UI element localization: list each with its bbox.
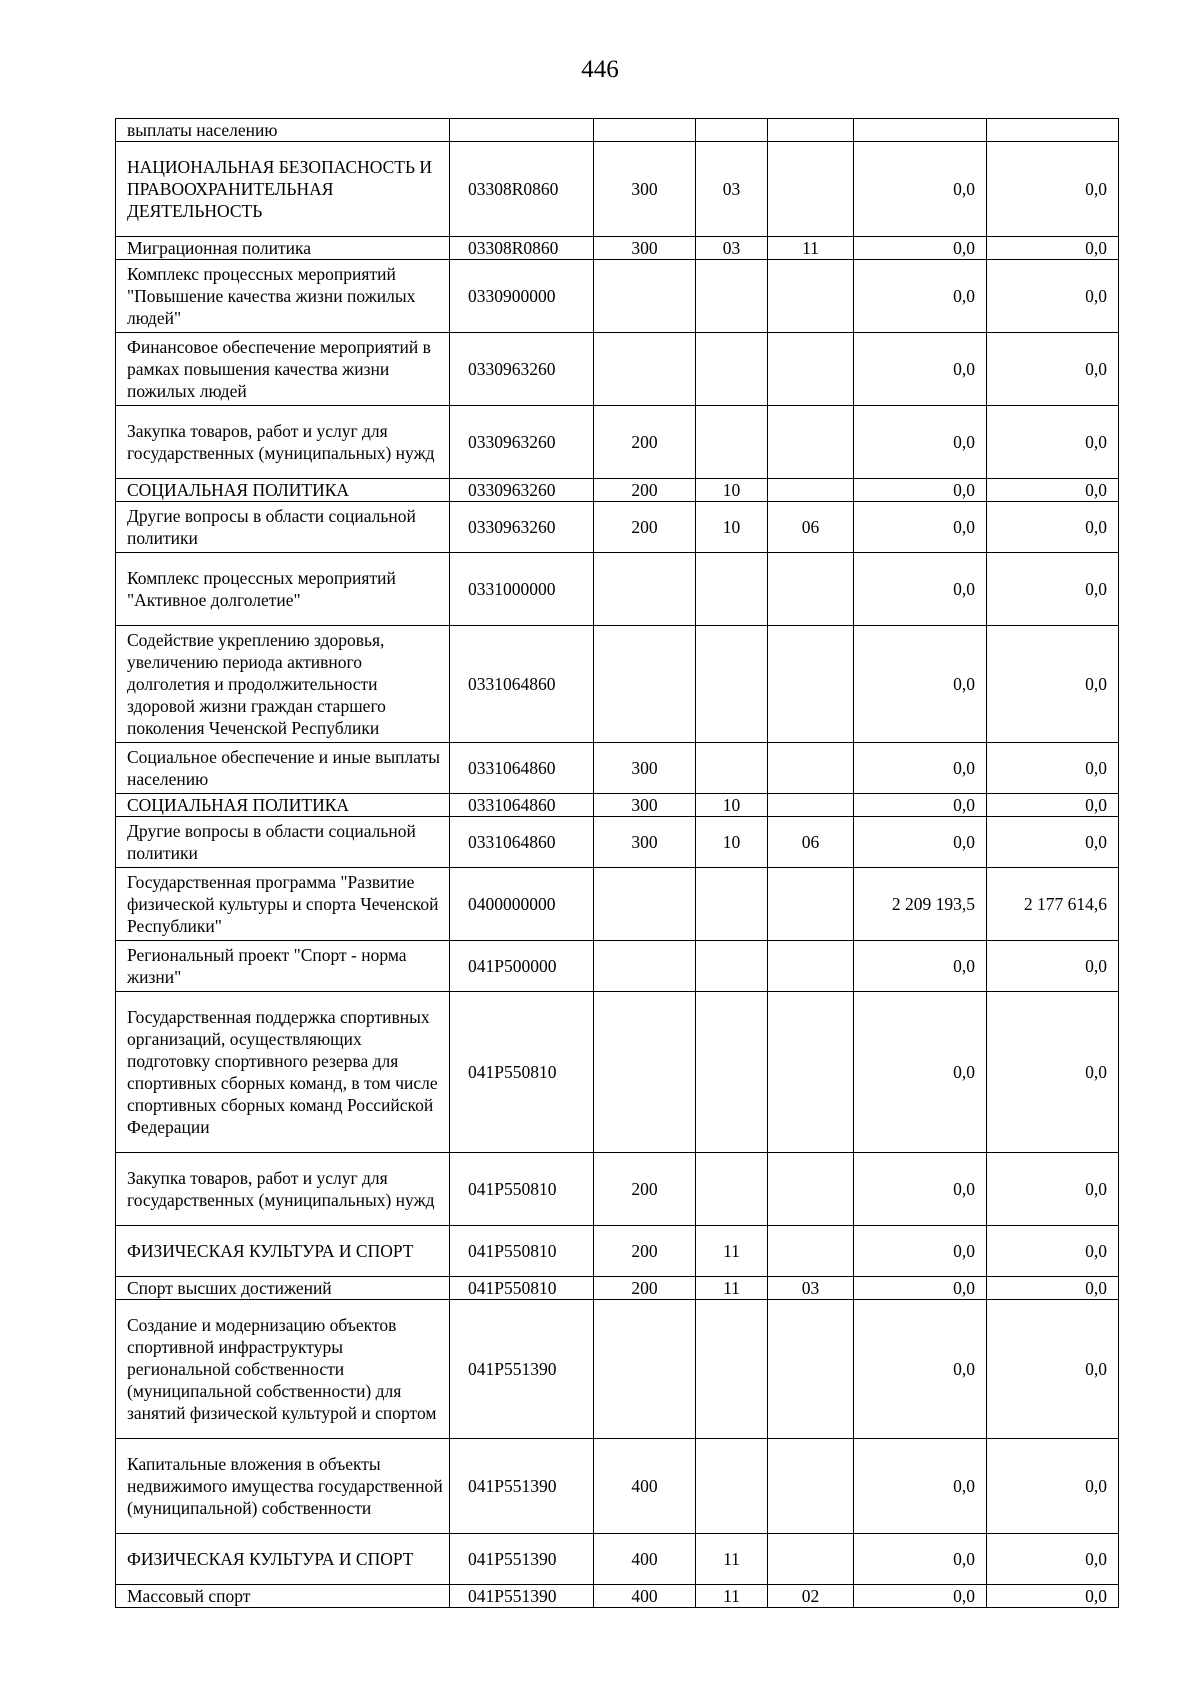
table-row [116,237,1119,260]
row-amount-2: 0,0 [987,1439,1119,1534]
table-row [116,817,1119,868]
row-pr-code [768,1226,854,1277]
row-amount-1: 0,0 [854,1226,987,1277]
row-amount-2: 0,0 [987,237,1119,260]
row-pr-code [768,1153,854,1226]
row-rz-code: 11 [696,1585,768,1608]
row-amount-2: 0,0 [987,1153,1119,1226]
row-name: Создание и модернизацию объектов спортивной инфраструктуры региональной собственности (муниципальной собственности) для занятий физической культурой и спортом [116,1300,450,1439]
row-rz-code [696,941,768,992]
table-row [116,553,1119,626]
row-rz-code: 11 [696,1226,768,1277]
row-name: СОЦИАЛЬНАЯ ПОЛИТИКА [116,479,450,502]
row-amount-2: 0,0 [987,1226,1119,1277]
table-body [116,119,1119,1608]
row-csr-code: 0331064860 [450,794,594,817]
row-name: Государственная программа "Развитие физической культуры и спорта Чеченской Республики" [116,868,450,941]
row-amount-1: 0,0 [854,1439,987,1534]
row-name: Капитальные вложения в объекты недвижимого имущества государственной (муниципальной) собственности [116,1439,450,1534]
row-csr-code: 041P550810 [450,1277,594,1300]
row-amount-1 [854,119,987,142]
table-row [116,626,1119,743]
row-amount-2: 0,0 [987,1277,1119,1300]
row-amount-1: 0,0 [854,1585,987,1608]
row-vr-code: 200 [594,406,696,479]
row-vr-code: 400 [594,1534,696,1585]
row-rz-code: 10 [696,794,768,817]
row-amount-2: 0,0 [987,553,1119,626]
row-csr-code: 0330900000 [450,260,594,333]
row-amount-1: 2 209 193,5 [854,868,987,941]
table-row [116,406,1119,479]
row-amount-2: 0,0 [987,941,1119,992]
row-amount-1: 0,0 [854,941,987,992]
row-pr-code: 11 [768,237,854,260]
row-vr-code: 400 [594,1585,696,1608]
row-amount-2: 0,0 [987,743,1119,794]
row-amount-2: 0,0 [987,260,1119,333]
row-pr-code [768,941,854,992]
table-row [116,1153,1119,1226]
row-amount-2: 0,0 [987,479,1119,502]
row-rz-code [696,260,768,333]
row-csr-code: 0331064860 [450,626,594,743]
row-csr-code: 0330963260 [450,502,594,553]
row-vr-code [594,553,696,626]
row-vr-code: 200 [594,479,696,502]
row-csr-code: 03308R0860 [450,237,594,260]
table-row [116,502,1119,553]
row-pr-code [768,794,854,817]
table-row [116,142,1119,237]
row-vr-code [594,1300,696,1439]
row-name: выплаты населению [116,119,450,142]
row-amount-1: 0,0 [854,333,987,406]
row-vr-code [594,260,696,333]
row-name: Спорт высших достижений [116,1277,450,1300]
row-amount-2 [987,119,1119,142]
row-amount-1: 0,0 [854,142,987,237]
row-amount-1: 0,0 [854,743,987,794]
table-row [116,1277,1119,1300]
row-pr-code [768,626,854,743]
row-vr-code: 400 [594,1439,696,1534]
row-csr-code: 0330963260 [450,479,594,502]
row-csr-code: 0400000000 [450,868,594,941]
row-amount-2: 0,0 [987,817,1119,868]
row-amount-1: 0,0 [854,1300,987,1439]
row-amount-1: 0,0 [854,237,987,260]
row-pr-code [768,333,854,406]
row-name: Региональный проект "Спорт - норма жизни" [116,941,450,992]
row-csr-code [450,119,594,142]
row-name: Другие вопросы в области социальной политики [116,817,450,868]
row-vr-code [594,941,696,992]
row-amount-1: 0,0 [854,1153,987,1226]
row-rz-code [696,626,768,743]
row-rz-code: 11 [696,1277,768,1300]
row-rz-code [696,333,768,406]
row-pr-code [768,119,854,142]
row-name: Закупка товаров, работ и услуг для государственных (муниципальных) нужд [116,1153,450,1226]
row-csr-code: 0331000000 [450,553,594,626]
row-pr-code: 02 [768,1585,854,1608]
row-pr-code: 06 [768,817,854,868]
row-amount-2: 0,0 [987,794,1119,817]
row-amount-2: 0,0 [987,333,1119,406]
row-name: Массовый спорт [116,1585,450,1608]
row-vr-code [594,868,696,941]
row-csr-code: 0330963260 [450,333,594,406]
row-vr-code [594,333,696,406]
row-vr-code: 200 [594,1226,696,1277]
row-amount-2: 0,0 [987,626,1119,743]
table-row [116,479,1119,502]
row-rz-code [696,553,768,626]
row-rz-code [696,743,768,794]
table-row [116,1534,1119,1585]
row-pr-code [768,406,854,479]
row-name: Государственная поддержка спортивных организаций, осуществляющих подготовку спортивного резерва для спортивных сборных команд, в том числе спортивных сборных команд Российской Федерации [116,992,450,1153]
row-amount-2: 0,0 [987,142,1119,237]
row-amount-2: 2 177 614,6 [987,868,1119,941]
row-pr-code [768,868,854,941]
row-vr-code [594,626,696,743]
row-amount-1: 0,0 [854,794,987,817]
row-amount-1: 0,0 [854,626,987,743]
row-rz-code: 11 [696,1534,768,1585]
row-rz-code: 10 [696,817,768,868]
row-name: СОЦИАЛЬНАЯ ПОЛИТИКА [116,794,450,817]
row-name: Закупка товаров, работ и услуг для государственных (муниципальных) нужд [116,406,450,479]
row-csr-code: 041P500000 [450,941,594,992]
table-row [116,260,1119,333]
row-vr-code: 300 [594,794,696,817]
row-amount-2: 0,0 [987,1585,1119,1608]
row-csr-code: 0330963260 [450,406,594,479]
table-row [116,1439,1119,1534]
table-row [116,333,1119,406]
row-amount-2: 0,0 [987,1300,1119,1439]
row-vr-code [594,119,696,142]
row-rz-code: 10 [696,502,768,553]
row-csr-code: 041P550810 [450,1153,594,1226]
row-pr-code [768,260,854,333]
row-rz-code [696,119,768,142]
row-amount-2: 0,0 [987,992,1119,1153]
row-amount-1: 0,0 [854,260,987,333]
row-amount-1: 0,0 [854,1277,987,1300]
budget-table [115,118,1119,1608]
row-amount-1: 0,0 [854,479,987,502]
row-name: Комплекс процессных мероприятий "Активное долголетие" [116,553,450,626]
row-csr-code: 041P551390 [450,1534,594,1585]
table-row [116,992,1119,1153]
row-vr-code: 300 [594,142,696,237]
row-pr-code: 06 [768,502,854,553]
row-vr-code: 200 [594,1277,696,1300]
row-rz-code: 03 [696,237,768,260]
row-rz-code [696,1439,768,1534]
row-vr-code: 300 [594,237,696,260]
row-csr-code: 0331064860 [450,743,594,794]
row-csr-code: 03308R0860 [450,142,594,237]
row-amount-1: 0,0 [854,817,987,868]
row-csr-code: 041P551390 [450,1300,594,1439]
row-rz-code [696,1300,768,1439]
page-number: 446 [581,56,619,83]
row-name: Другие вопросы в области социальной политики [116,502,450,553]
row-amount-2: 0,0 [987,502,1119,553]
table-row [116,743,1119,794]
row-pr-code [768,142,854,237]
row-csr-code: 041P550810 [450,1226,594,1277]
row-name: ФИЗИЧЕСКАЯ КУЛЬТУРА И СПОРТ [116,1534,450,1585]
row-amount-1: 0,0 [854,992,987,1153]
row-amount-2: 0,0 [987,406,1119,479]
row-pr-code [768,1439,854,1534]
row-name: Комплекс процессных мероприятий "Повышение качества жизни пожилых людей" [116,260,450,333]
row-vr-code: 300 [594,743,696,794]
table-row [116,1585,1119,1608]
row-pr-code [768,1534,854,1585]
table-row [116,868,1119,941]
row-pr-code [768,479,854,502]
row-pr-code [768,992,854,1153]
row-csr-code: 041P551390 [450,1585,594,1608]
row-name: ФИЗИЧЕСКАЯ КУЛЬТУРА И СПОРТ [116,1226,450,1277]
row-vr-code: 300 [594,817,696,868]
row-rz-code: 10 [696,479,768,502]
row-rz-code [696,868,768,941]
row-pr-code [768,1300,854,1439]
table-row [116,941,1119,992]
row-pr-code [768,553,854,626]
row-pr-code: 03 [768,1277,854,1300]
row-csr-code: 041P550810 [450,992,594,1153]
row-name: Финансовое обеспечение мероприятий в рамках повышения качества жизни пожилых людей [116,333,450,406]
row-rz-code [696,1153,768,1226]
row-amount-1: 0,0 [854,406,987,479]
row-amount-2: 0,0 [987,1534,1119,1585]
row-name: Миграционная политика [116,237,450,260]
row-csr-code: 0331064860 [450,817,594,868]
row-amount-1: 0,0 [854,502,987,553]
row-vr-code [594,992,696,1153]
table-row [116,794,1119,817]
row-rz-code [696,406,768,479]
table-row [116,1226,1119,1277]
row-rz-code [696,992,768,1153]
table-row [116,1300,1119,1439]
row-name: Содействие укреплению здоровья, увеличению периода активного долголетия и продолжительности здоровой жизни граждан старшего поколения Чеченской Республики [116,626,450,743]
row-name: НАЦИОНАЛЬНАЯ БЕЗОПАСНОСТЬ И ПРАВООХРАНИТЕЛЬНАЯ ДЕЯТЕЛЬНОСТЬ [116,142,450,237]
row-name: Социальное обеспечение и иные выплаты населению [116,743,450,794]
table-row [116,119,1119,142]
row-amount-1: 0,0 [854,1534,987,1585]
row-csr-code: 041P551390 [450,1439,594,1534]
row-vr-code: 200 [594,502,696,553]
row-rz-code: 03 [696,142,768,237]
row-amount-1: 0,0 [854,553,987,626]
row-vr-code: 200 [594,1153,696,1226]
row-pr-code [768,743,854,794]
